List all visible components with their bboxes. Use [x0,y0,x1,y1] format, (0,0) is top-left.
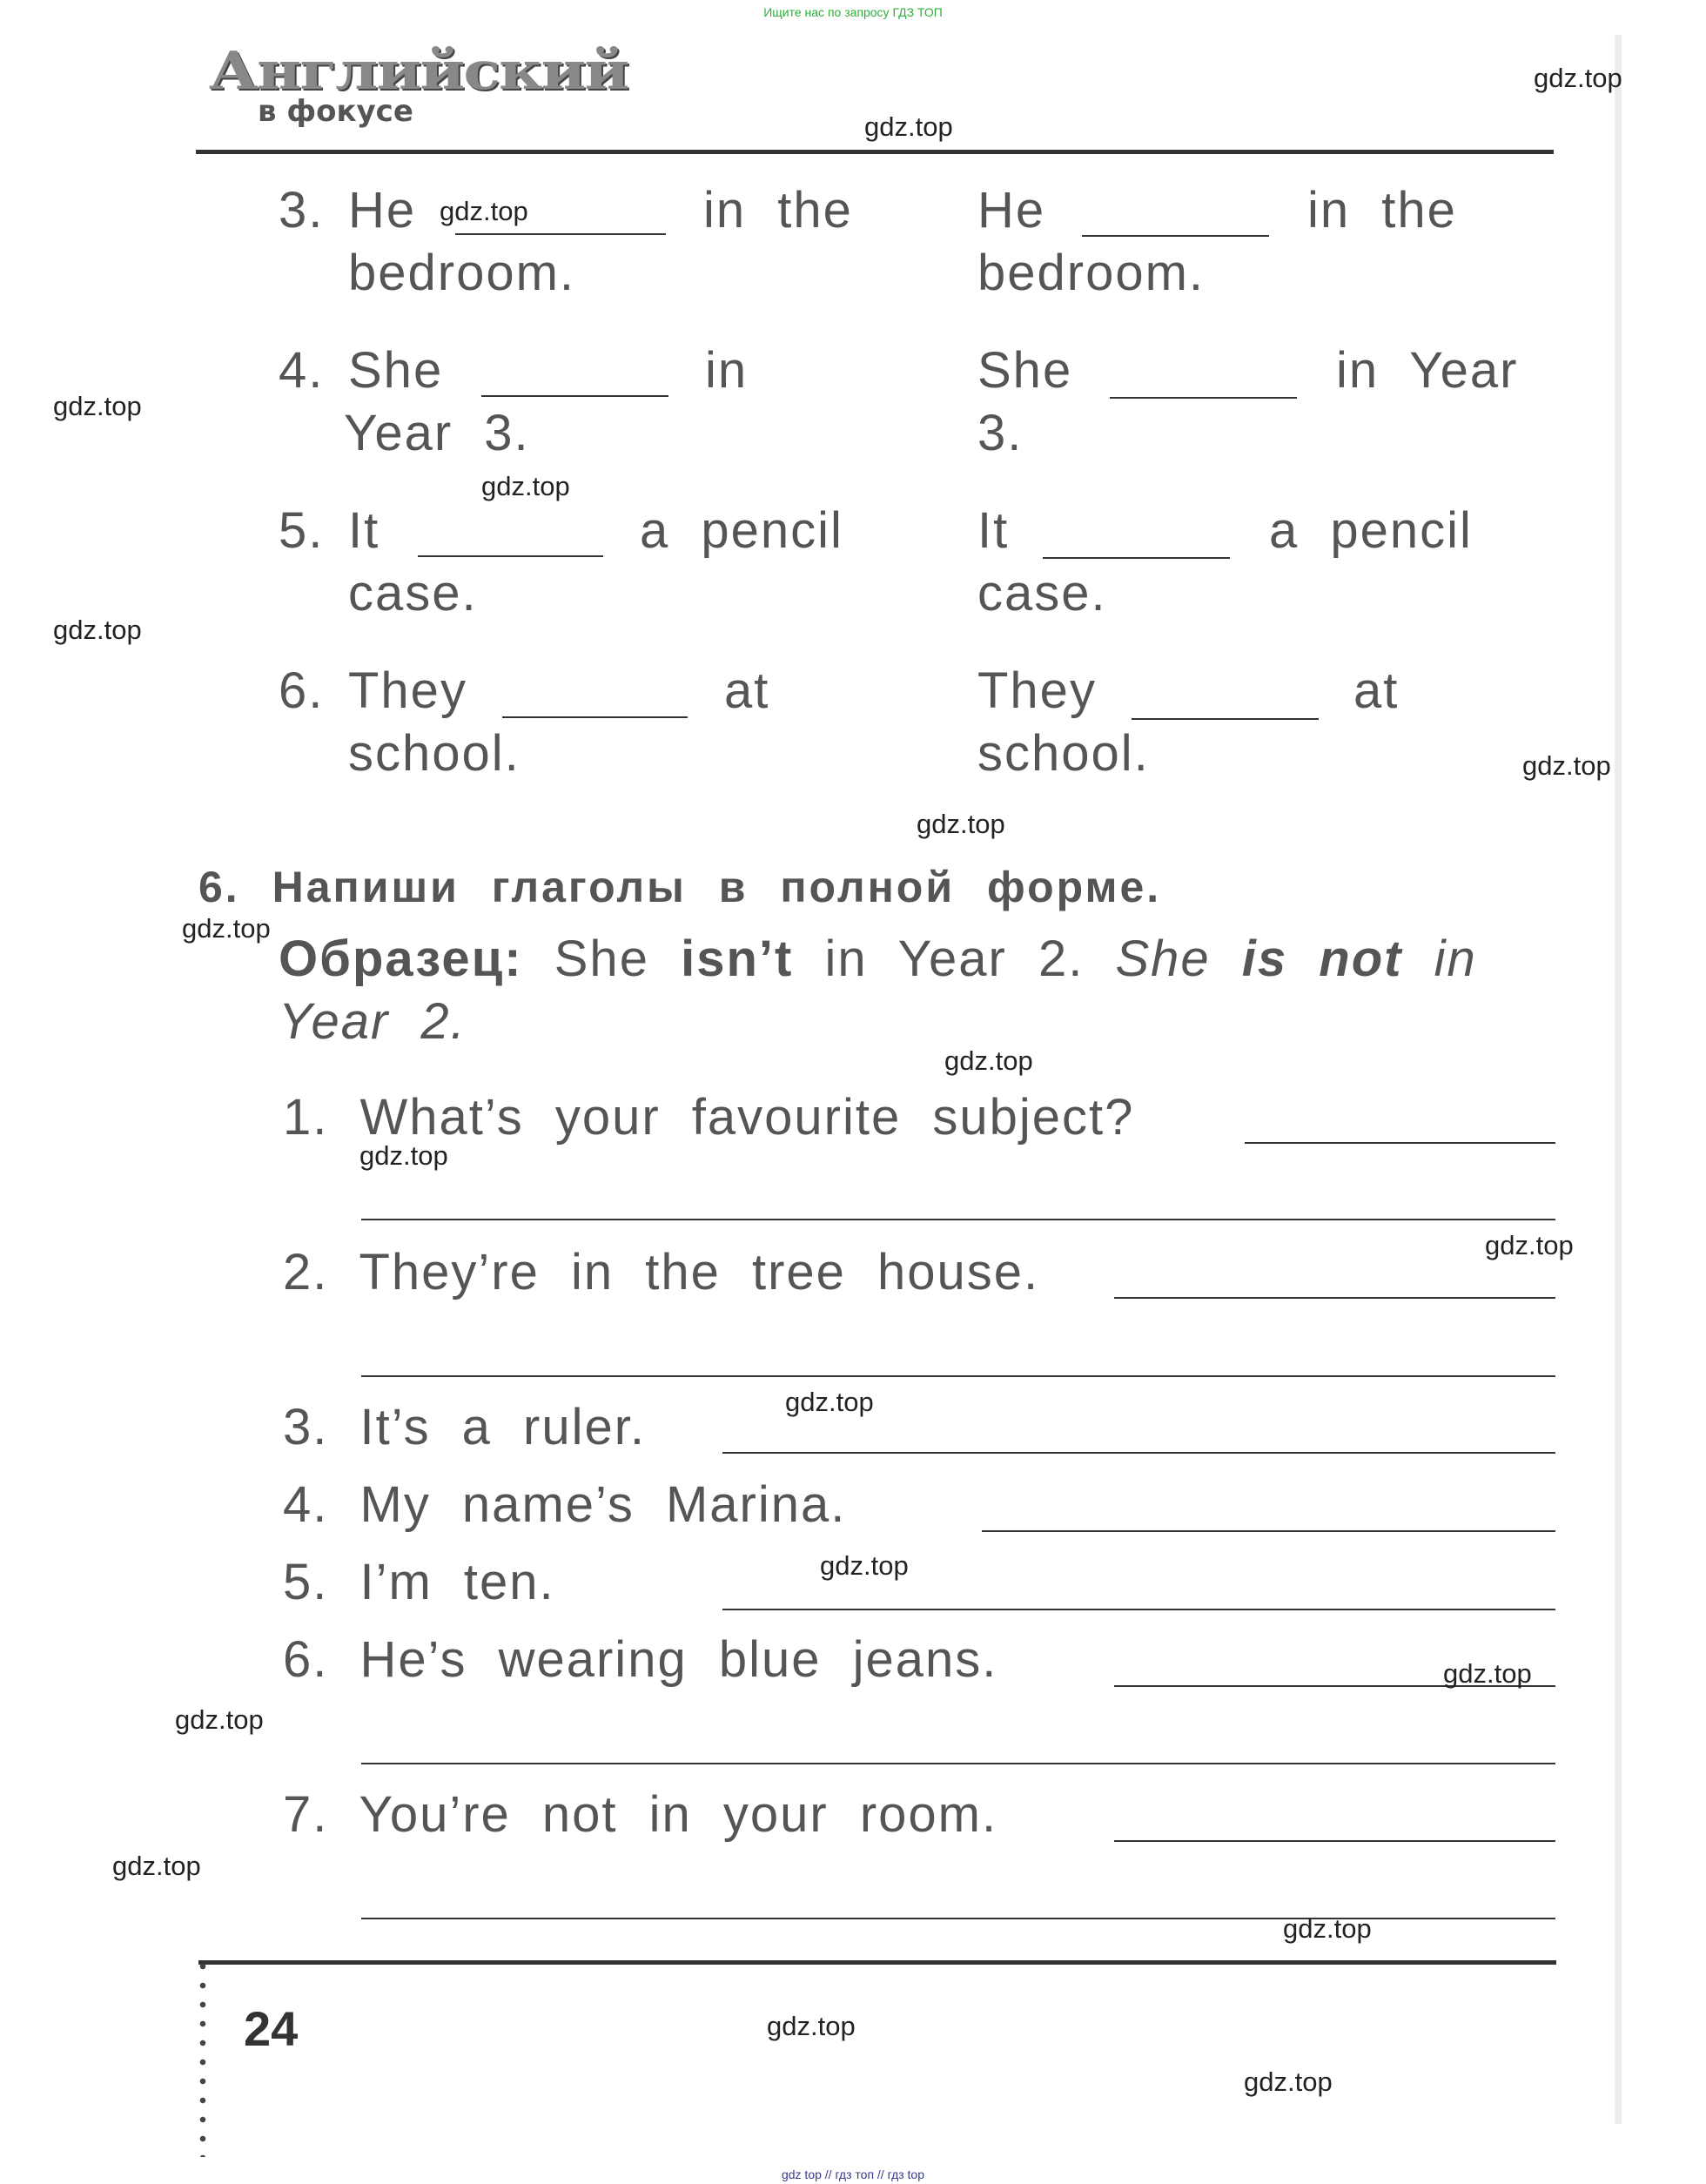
answer-line[interactable] [361,1219,1555,1220]
item-number: 5. [283,1554,329,1610]
item-number: 1. [283,1089,329,1146]
sentence-word: It [348,502,380,559]
page-number: 24 [244,2001,299,2056]
sentence-word: bedroom. [977,245,1206,301]
exercise-item [283,1785,997,1844]
item-number: 5. [279,502,325,559]
sentence-word: in the [703,182,853,239]
sentence-word: in [705,342,749,399]
example-text: She [554,931,649,987]
watermark: gdz.top [440,196,528,226]
sentence-word: bedroom. [348,245,576,301]
dotted-margin [198,1957,207,2157]
sentence-word: school. [977,725,1150,782]
example-contraction: isn’t [681,931,794,987]
sentence-word: She [977,342,1073,399]
item-text: My name’s Marina. [359,1476,847,1533]
answer-line[interactable] [1245,1142,1555,1144]
item-text: You’re not in your room. [359,1786,998,1843]
bottom-note: gdz top // гдз топ // гдз top [781,2167,925,2181]
example-text: in Year 2. [824,931,1085,987]
header-rule [196,150,1554,154]
sentence-word: at [1353,662,1400,719]
item-text: It’s a ruler. [359,1399,646,1455]
exercise-item [283,1475,846,1534]
answer-line[interactable] [982,1530,1555,1532]
watermark: gdz.top [481,471,570,501]
watermark: gdz.top [53,615,142,645]
sentence-word: They [977,662,1097,719]
sentence-word: at [724,662,770,719]
answer-line[interactable] [722,1452,1555,1454]
sentence-word: 3. [977,405,1024,461]
item-text: He’s wearing blue jeans. [359,1631,998,1688]
exercise-item [283,1630,997,1689]
answer-line[interactable] [1114,1297,1555,1299]
answer-line[interactable] [722,1609,1555,1610]
exercise-item [283,1243,1039,1301]
example-line [279,930,1477,988]
sentence-word: a pencil [640,502,843,559]
answer-line[interactable] [361,1763,1555,1764]
item-number: 6. [283,1631,329,1688]
item-text: I’m ten. [359,1554,555,1610]
watermark: gdz.top [864,111,953,142]
footer-rule [198,1960,1556,1965]
example-full-form: is not [1241,931,1403,987]
watermark: gdz.top [1283,1913,1372,1944]
watermark: gdz.top [53,391,142,421]
item-number: 6. [279,662,325,719]
sentence-word: He [348,182,417,239]
answer-line[interactable] [361,1375,1555,1377]
item-text: What’s your favourite subject? [359,1089,1135,1146]
watermark: gdz.top [767,2011,856,2041]
watermark: gdz.top [1522,750,1611,781]
sentence-word: school. [348,725,521,782]
sentence-word: in Year [1336,342,1519,399]
answer-blank[interactable] [1132,718,1319,720]
item-number: 3. [279,182,325,239]
sentence-word: She [348,342,444,399]
answer-blank[interactable] [1043,557,1230,559]
top-note: Ищите нас по запросу ГДЗ ТОП [763,5,943,19]
logo-title: Английский [209,40,628,102]
item-number: 3. [283,1399,329,1455]
answer-line[interactable] [361,1918,1555,1919]
item-number: 7. [283,1786,329,1843]
exercise-item [283,1553,555,1611]
exercise-item [283,1398,646,1456]
watermark: gdz.top [944,1045,1033,1076]
answer-blank[interactable] [455,233,666,235]
sentence-word: case. [348,565,478,622]
watermark: gdz.top [182,913,271,944]
example-answer: Year 2. [279,993,467,1050]
answer-blank[interactable] [481,395,668,397]
answer-line[interactable] [1114,1840,1555,1842]
watermark: gdz.top [1534,63,1622,93]
watermark: gdz.top [785,1387,874,1417]
sentence-word: case. [977,565,1107,622]
answer-blank[interactable] [418,555,603,557]
watermark: gdz.top [359,1140,448,1171]
page-edge-shadow [1615,35,1622,2124]
sentence-word: in the [1307,182,1457,239]
watermark: gdz.top [1443,1658,1532,1689]
sentence-word: Year 3. [344,405,530,461]
watermark: gdz.top [1485,1230,1574,1260]
logo-subtitle: в фокусе [258,94,413,129]
sentence-word: He [977,182,1046,239]
item-number: 4. [283,1476,329,1533]
sentence-word: They [348,662,467,719]
item-number: 2. [283,1244,329,1300]
item-text: They’re in the tree house. [359,1244,1040,1300]
answer-blank[interactable] [502,716,688,718]
watermark: gdz.top [175,1704,264,1735]
answer-blank[interactable] [1082,235,1269,237]
watermark: gdz.top [1244,2066,1333,2097]
answer-blank[interactable] [1110,397,1297,399]
example-answer: She [1115,931,1211,987]
watermark: gdz.top [917,809,1005,839]
watermark: gdz.top [820,1550,909,1581]
sentence-word: a pencil [1269,502,1473,559]
example-label: Образец: [279,931,523,987]
item-number: 4. [279,342,325,399]
sentence-word: It [977,502,1010,559]
exercise-item [283,1088,1134,1146]
example-answer: in [1434,931,1477,987]
watermark: gdz.top [112,1851,201,1881]
exercise-heading: 6. Напиши глаголы в полной форме. [198,863,1162,911]
